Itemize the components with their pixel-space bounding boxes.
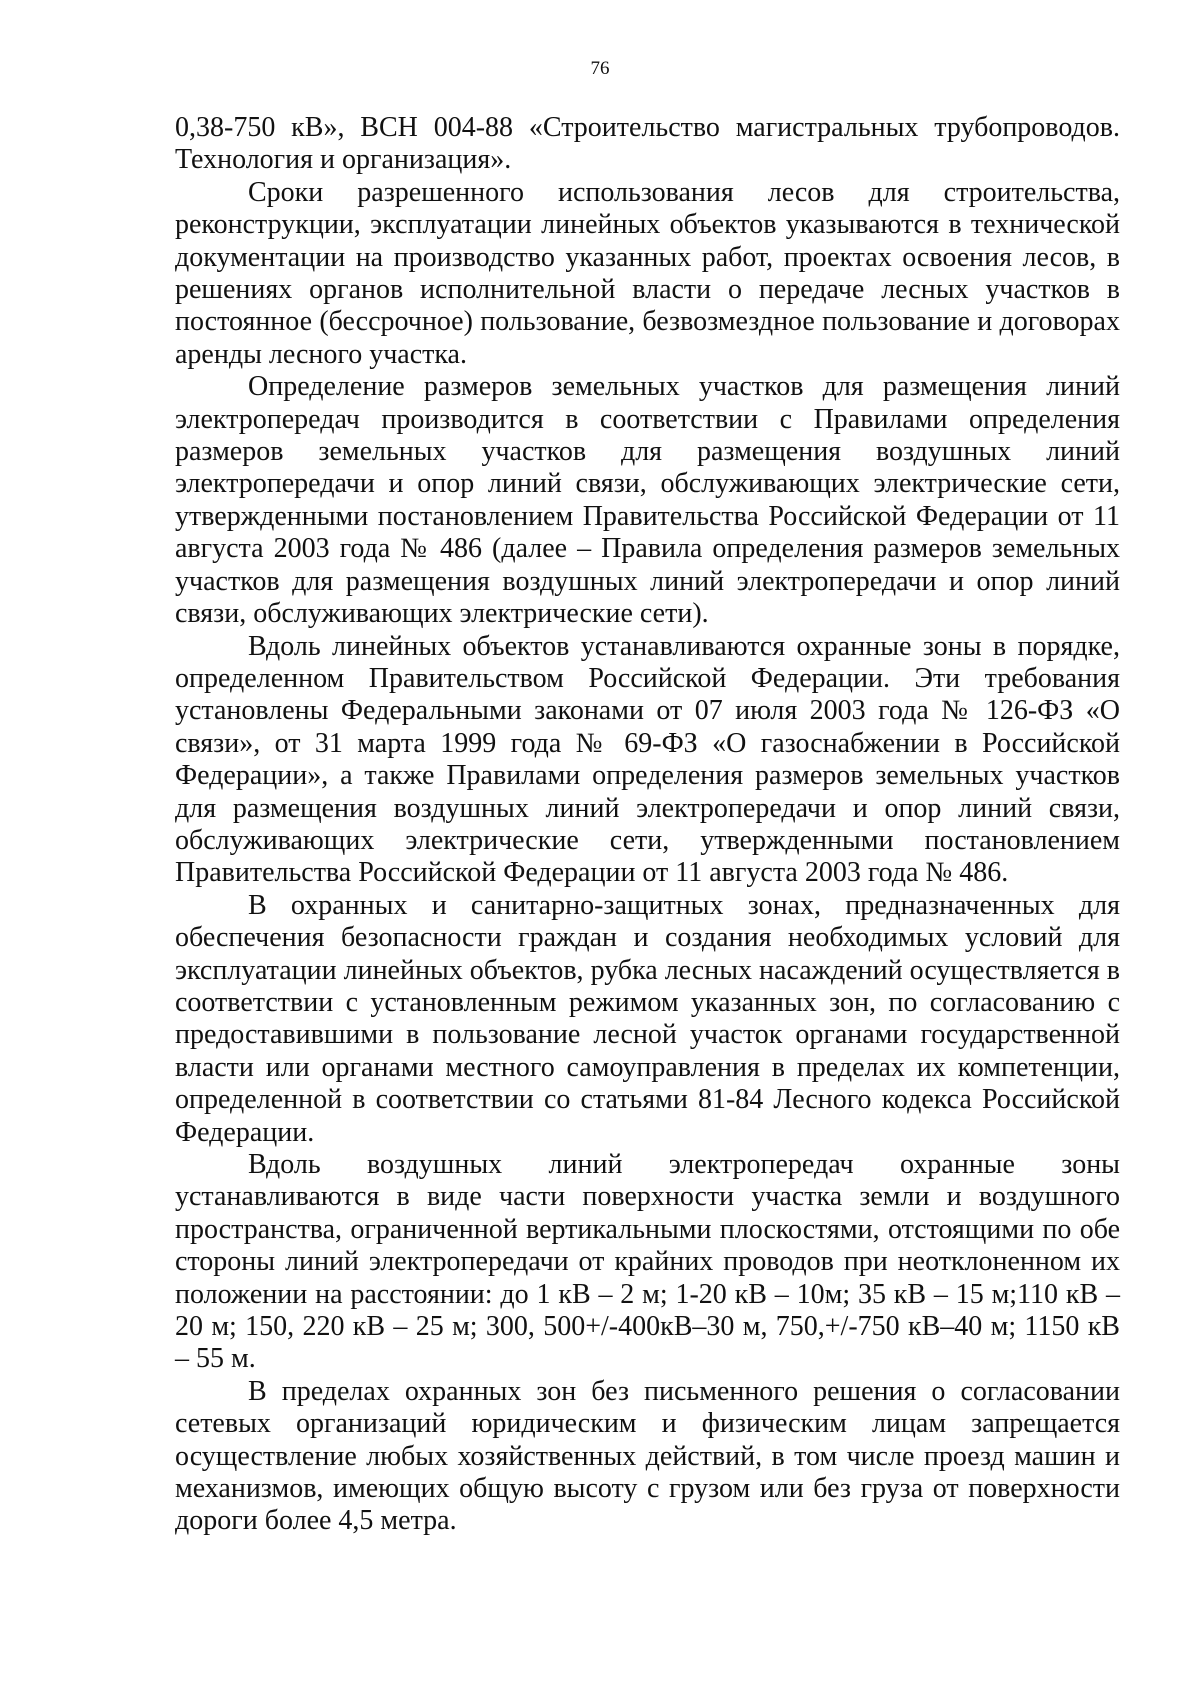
paragraph-forest-use-terms: Сроки разрешенного использования лесов для строительства, реконструкции, эксплуатации линейных объектов указываются в технической документации на производство указанных работ, проектах освоения лесов, в решениях органов исполнительной власти о передаче лесных участков в постоянное (бессрочное) пользование, безвозмездное пользование и договорах аренды лесного участка. [175, 176, 1120, 370]
paragraph-protected-zones: Вдоль линейных объектов устанавливаются охранные зоны в порядке, определенном Правительством Российской Федерации. Эти требования установлены Федеральными законами от 07 июля 2003 года № 126-ФЗ «О связи», от 31 марта 1999 года № 69-ФЗ «О газоснабжении в Российской Федерации», а также Правилами определения размеров земельных участков для размещения воздушных линий электропередачи и опор линий связи, обслуживающих электрические сети, утвержденными постановлением Правительства Российской Федерации от 11 августа 2003 года № 486. [175, 630, 1120, 889]
paragraph-land-plot-sizes: Определение размеров земельных участков для размещения линий электропередач производится в соответствии с Правилами определения размеров земельных участков для размещения воздушных линий электропередачи и опор линий связи, обслуживающих электрические сети, утвержденными постановлением Правительства Российской Федерации от 11 августа 2003 года № 486 (далее – Правила определения размеров земельных участков для размещения воздушных линий электропередачи и опор линий связи, обслуживающих электрические сети). [175, 371, 1120, 630]
paragraph-continuation: 0,38-750 кВ», ВСН 004-88 «Строительство магистральных трубопроводов. Технология и организация». [175, 112, 1120, 176]
paragraph-sanitary-zones: В охранных и санитарно-защитных зонах, предназначенных для обеспечения безопасности граждан и создания необходимых условий для эксплуатации линейных объектов, рубка лесных насаждений осуществляется в соответствии с установленным режимом указанных зон, по согласованию с предоставившими в пользование лесной участок органами государственной власти или органами местного самоуправления в пределах их компетенции, определенной в соответствии со статьями 81-84 Лесного кодекса Российской Федерации. [175, 889, 1120, 1148]
document-body [175, 112, 1120, 1538]
paragraph-power-line-zones: Вдоль воздушных линий электропередач охранные зоны устанавливаются в виде части поверхности участка земли и воздушного пространства, ограниченной вертикальными плоскостями, отстоящими по обе стороны линий электропередачи от крайних проводов при неотклоненном их положении на расстоянии: до 1 кВ – 2 м; 1-20 кВ – 10м; 35 кВ – 15 м;110 кВ – 20 м; 150, 220 кВ – 25 м; 300, 500+/-400кВ–30 м, 750,+/-750 кВ–40 м; 1150 кВ – 55 м. [175, 1149, 1120, 1375]
paragraph-prohibited-actions: В пределах охранных зон без письменного решения о согласовании сетевых организаций юридическим и физическим лицам запрещается осуществление любых хозяйственных действий, в том числе проезд машин и механизмов, имеющих общую высоту с грузом или без груза от поверхности дороги более 4,5 метра. [175, 1375, 1120, 1537]
page-number: 76 [590, 58, 610, 79]
